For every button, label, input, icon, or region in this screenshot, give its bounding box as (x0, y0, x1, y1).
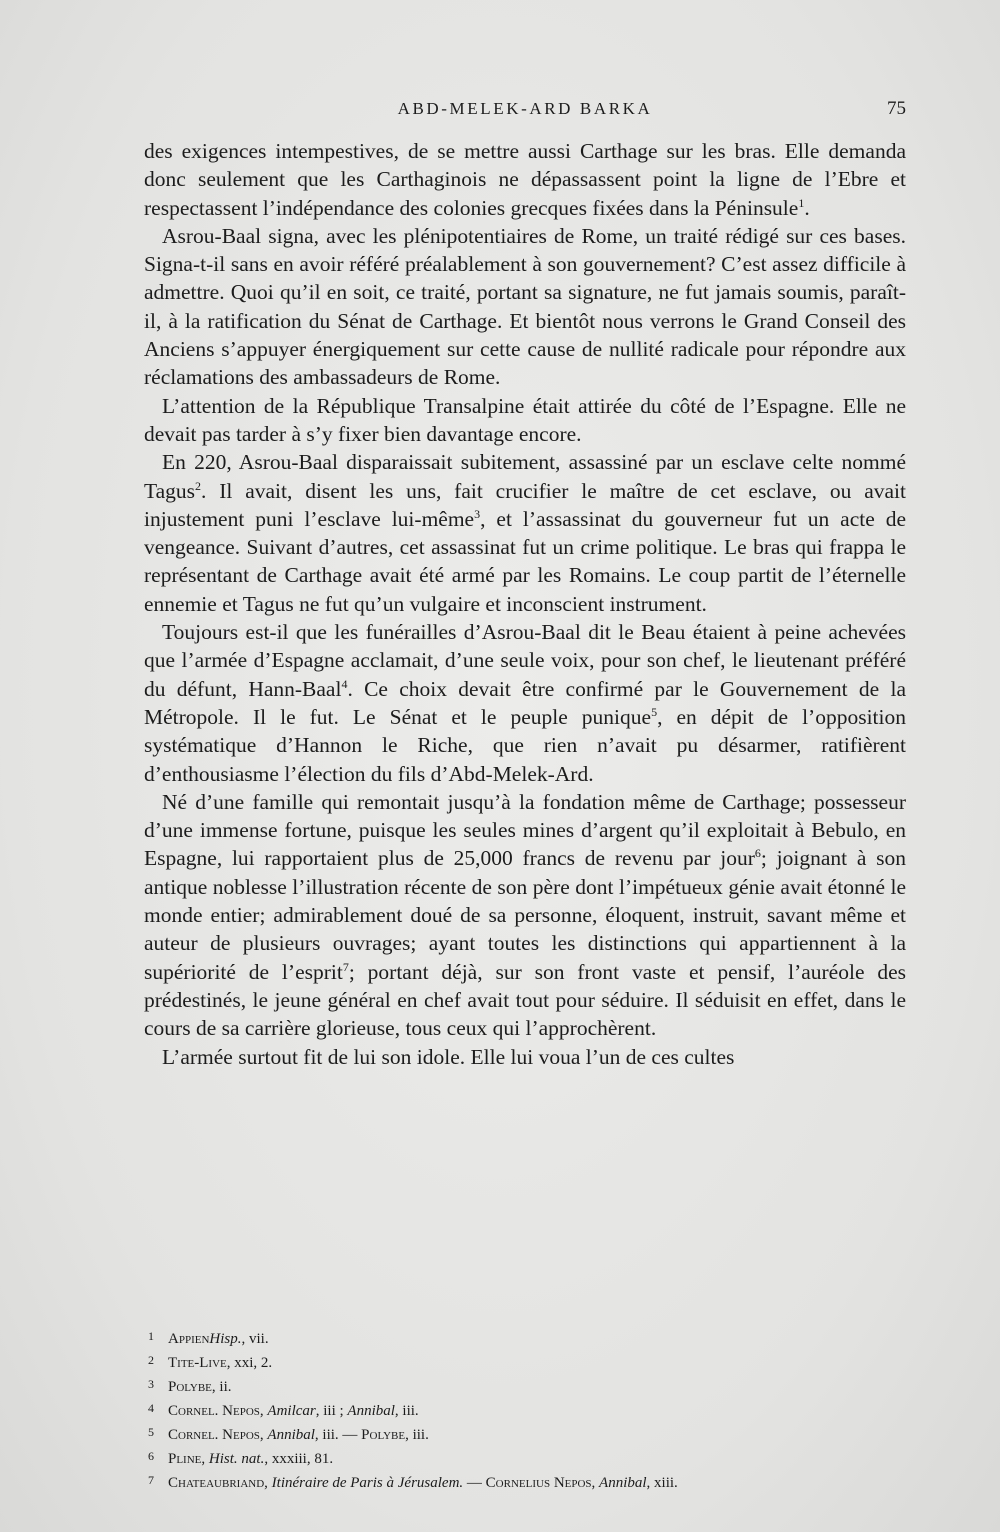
footnote (148, 1350, 908, 1374)
footnote-text: , iii. (394, 1403, 419, 1419)
footnote-text: , vii. (241, 1331, 269, 1347)
footnote-number: 1 (148, 1329, 154, 1343)
footnote-text: , (259, 1427, 268, 1443)
footnote-author: Tite-Live (168, 1355, 227, 1371)
footnote-author: Cornel. Nepos (168, 1403, 260, 1419)
footnote (148, 1326, 908, 1350)
footnote-number: 4 (148, 1401, 154, 1415)
footnote-text: Itinéraire de Paris à Jérusalem. (271, 1475, 464, 1491)
footnote (148, 1398, 908, 1422)
footnote-text: , xxi, 2. (226, 1355, 273, 1371)
footnote-text: , iii. — (314, 1427, 362, 1443)
footnote-number: 7 (148, 1473, 154, 1487)
footnote-text: , xxxiii, 81. (264, 1451, 334, 1467)
footnote-ref: 7 (342, 959, 349, 974)
footnote-author: Cornel. Nepos (168, 1427, 260, 1443)
footnote-text: Amilcar (267, 1403, 316, 1419)
footnote-text: , xiii. (646, 1475, 678, 1491)
footnote-text: , (264, 1475, 272, 1491)
footnote-text: , (201, 1451, 209, 1467)
footnote-text: Hisp. (209, 1331, 242, 1347)
footnote-text: , ii. (211, 1379, 232, 1395)
body-text (144, 137, 906, 1071)
paragraph: En 220, Asrou-Baal disparaissait subitement, assassiné par un esclave celte nommé Tagus$^2$. Il avait, disent les uns, fait crucifier le maître de cet esclave, ou avait injustement puni l’esclave lui-même$^3$, et l’assassinat du gouverneur fut un acte de vengeance. Suivant d’autres, cet assassinat fut un crime politique. Le bras qui frappa le représentant de Carthage avait été armé par les Romains. Le coup partit de l’éternelle ennemie et Tagus ne fut qu’un vulgaire et inconscient instrument. (144, 450, 907, 616)
paragraph: Né d’une famille qui remontait jusqu’à la fondation même de Carthage; possesseur d’une immense fortune, puisque les seules mines d’argent qu’il exploitait à Bebulo, en Espagne, lui rapportaient plus de 25,000 francs de revenu par jour$^6$; joignant à son antique noblesse l’illustration récente de son père dont l’impétueux génie avait étonné le monde entier; admirablement doué de sa personne, éloquent, instruit, savant même et auteur de plusieurs ouvrages; ayant toutes les distinctions qui appartiennent à la supériorité de l’esprit$^7$; portant déjà, sur son front vaste et pensif, l’auréole des prédestinés, le jeune général en chef avait tout pour séduire. Il séduisit en effet, dans le cours de sa carrière glorieuse, tous ceux qui l’approchèrent. (144, 789, 907, 1041)
footnote-author: Pline (168, 1451, 202, 1467)
running-title: ABD-MELEK-ARD BARKA (397, 99, 653, 118)
footnote (148, 1446, 908, 1470)
footnote-number: 3 (148, 1377, 154, 1391)
footnote-text: Annibal (347, 1403, 395, 1419)
footnote (148, 1374, 908, 1398)
paragraph: Asrou-Baal signa, avec les plénipotentiaires de Rome, un traité rédigé sur ces bases. Signa-t-il sans en avoir référé préalablement à son gouvernement? C’est assez difficile à admettre. Quoi qu’il en soit, ce traité, portant sa signature, ne fut jamais soumis, paraît-il, à la ratification du Sénat de Carthage. Et bientôt nous verrons le Grand Conseil des Anciens s’appuyer énergiquement sur cette cause de nullité radicale pour répondre aux réclamations des ambassadeurs de Rome. (144, 223, 906, 390)
page-number: 75 (887, 98, 906, 119)
footnote-text: Annibal (267, 1427, 315, 1443)
footnote-ref: 5 (651, 704, 658, 719)
footnote-text: Cornelius Nepos (485, 1475, 592, 1491)
footnote-author: Appien (168, 1331, 210, 1347)
footnotes (148, 1326, 908, 1494)
footnote-text: Hist. nat. (208, 1451, 265, 1467)
paragraph: des exigences intempestives, de se mettre aussi Carthage sur les bras. Elle demanda donc seulement que les Carthaginois ne dépassassent point la ligne de l’Ebre et respectassent l’indépendance des colonies grecques fixées dans la Péninsule$^1$. (144, 139, 906, 220)
footnote-text: , (591, 1475, 600, 1491)
footnote-text: — (463, 1475, 486, 1491)
footnote-text: Polybe (361, 1427, 406, 1443)
footnote-text: , (259, 1403, 268, 1419)
footnote-ref: 2 (195, 478, 202, 493)
paragraph: Toujours est-il que les funérailles d’Asrou-Baal dit le Beau étaient à peine achevées que l’armée d’Espagne acclamait, d’une seule voix, pour son chef, le lieutenant préféré du défunt, Hann-Baal$^4$. Ce choix devait être confirmé par le Gouvernement de la Métropole. Il le fut. Le Sénat et le peuple punique$^5$, en dépit de l’opposition systématique d’Hannon le Riche, que rien n’avait pu désarmer, ratifièrent d’enthousiasme l’élection du fils d’Abd-Melek-Ard. (144, 620, 907, 786)
footnote-number: 6 (148, 1449, 154, 1463)
paragraph: L’attention de la République Transalpine était attirée du côté de l’Espagne. Elle ne devait pas tarder à s’y fixer bien davantage encore. (144, 393, 906, 446)
footnote-ref: 4 (341, 676, 348, 691)
footnote-author: Chateaubriand (168, 1475, 265, 1491)
footnote-ref: 1 (798, 195, 805, 210)
footnote-text: Annibal (599, 1475, 647, 1491)
footnote-ref: 3 (474, 506, 481, 521)
footnote-text: , iii. (405, 1427, 429, 1443)
footnote-author: Polybe (168, 1379, 212, 1395)
footnote-number: 2 (148, 1353, 154, 1367)
footnote (148, 1422, 908, 1446)
footnote-text: , iii ; (315, 1403, 348, 1419)
footnote (148, 1470, 908, 1494)
footnote-ref: 6 (754, 846, 761, 861)
footnote-number: 5 (148, 1425, 154, 1439)
page-header (144, 96, 906, 122)
paragraph: L’armée surtout fit de lui son idole. Elle lui voua l’un de ces cultes (162, 1044, 735, 1069)
